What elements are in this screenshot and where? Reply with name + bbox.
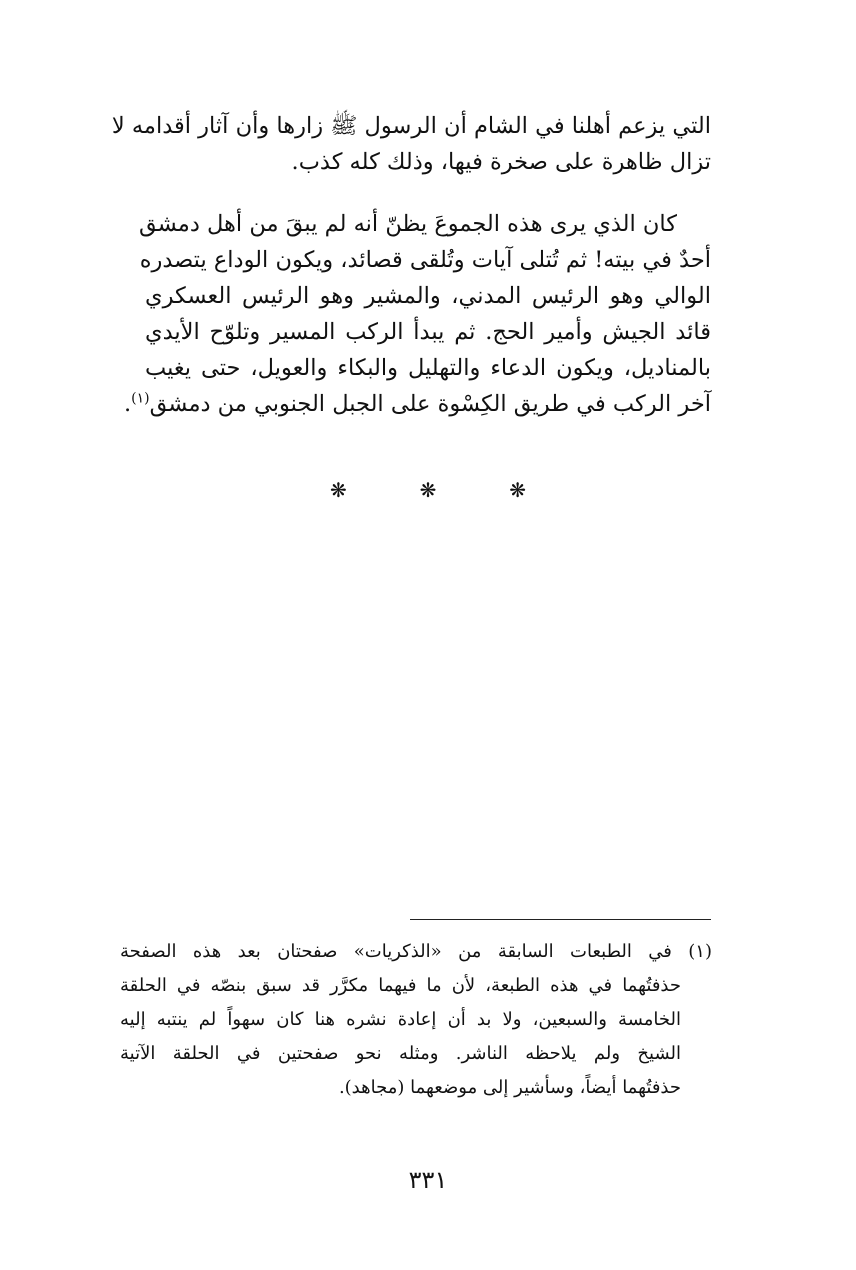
- asterism-icon: ❋: [330, 478, 347, 502]
- paragraph-1-line: تزال ظاهرة على صخرة فيها، وذلك كله كذب.: [291, 149, 711, 175]
- paragraph-1: [111, 108, 711, 180]
- paragraph-2: [123, 206, 711, 422]
- asterism-icon: ❋: [509, 478, 526, 502]
- paragraph-1-line: التي يزعم أهلنا في الشام أن الرسول ﷺ زارها وأن آثار أقدامه لا: [111, 113, 711, 139]
- paragraph-2-line: بالمناديل، ويكون الدعاء والتهليل والبكاء والعويل، حتى يغيب: [145, 355, 711, 381]
- footnote-divider: [410, 919, 711, 920]
- asterism-icon: ❋: [419, 478, 437, 502]
- footnote-line: حذفتُهما أيضاً، وسأشير إلى موضعهما (مجاهد).: [338, 1077, 681, 1098]
- footnote-line: الخامسة والسبعين، ولا بد أن إعادة نشره هنا كان سهواً لم ينتبه إليه: [120, 1009, 681, 1030]
- footnote-reference[interactable]: (١): [131, 390, 150, 407]
- paragraph-2-line: قائد الجيش وأمير الحج. ثم يبدأ الركب المسير وتلوّح الأيدي: [145, 319, 711, 345]
- paragraph-2-line: كان الذي يرى هذه الجموعَ يظنّ أنه لم يبقَ من أهل دمشق: [138, 211, 677, 237]
- paragraph-2-final-period: .: [123, 391, 132, 417]
- footnote-line: (١) في الطبعات السابقة من «الذكريات» صفحتان بعد هذه الصفحة: [120, 941, 712, 962]
- footnote-line: الشيخ ولم يلاحظه الناشر. ومثله نحو صفحتين في الحلقة الآتية: [120, 1043, 681, 1064]
- paragraph-2-last-line-text: آخر الركب في طريق الكِسْوة على الجبل الجنوبي من دمشق: [149, 391, 711, 417]
- footnote: [120, 935, 712, 1105]
- paragraph-2-line: الوالي وهو الرئيس المدني، والمشير وهو الرئيس العسكري: [145, 283, 711, 309]
- paragraph-2-line: أحدٌ في بيته! ثم تُتلى آيات وتُلقى قصائد، ويكون الوداع يتصدره: [139, 247, 711, 273]
- paragraph-2-last-line: [123, 386, 711, 422]
- section-separator: [330, 478, 526, 502]
- footnote-line: حذفتُهما في هذه الطبعة، لأن ما فيهما مكرَّر قد سبق بنصّه في الحلقة: [120, 975, 681, 996]
- page-number: ٣٣١: [408, 1166, 448, 1194]
